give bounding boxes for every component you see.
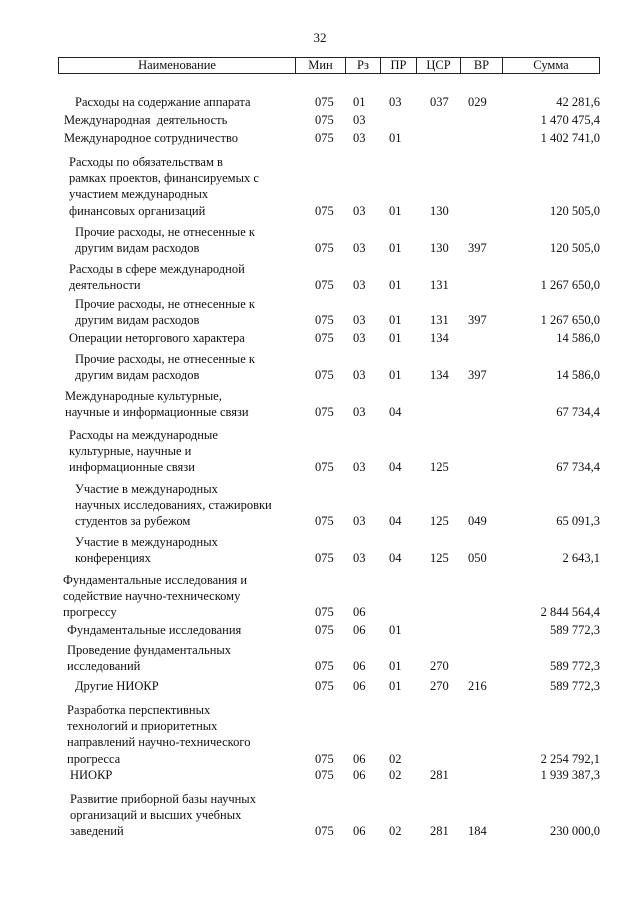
row-csr: 281 bbox=[430, 768, 449, 782]
row-sum: 1 402 741,0 bbox=[540, 131, 600, 145]
row-min: 075 bbox=[315, 405, 334, 420]
row-rz: 03 bbox=[353, 331, 366, 345]
row-name-line: Операции неторгового характера bbox=[69, 331, 245, 345]
row-pr: 01 bbox=[389, 368, 402, 383]
row-vr: 049 bbox=[468, 514, 487, 529]
row-name-line: технологий и приоритетных bbox=[67, 719, 218, 734]
header-pr: ПР bbox=[380, 58, 416, 73]
row-pr: 01 bbox=[389, 313, 402, 328]
row-sum: 1 939 387,3 bbox=[540, 768, 600, 782]
row-name-line: Фундаментальные исследования и bbox=[63, 573, 248, 587]
row-name-line: Развитие приборной базы научных bbox=[70, 792, 256, 806]
row-name-line: Фундаментальные исследования bbox=[67, 623, 242, 637]
row-name-line: Международные культурные, bbox=[65, 389, 222, 403]
row-rz: 03 bbox=[353, 514, 366, 529]
row-csr: 130 bbox=[430, 241, 449, 256]
row-min: 075 bbox=[315, 313, 334, 328]
row-min: 075 bbox=[315, 551, 334, 566]
row-csr: 131 bbox=[430, 278, 449, 293]
row-rz: 06 bbox=[353, 768, 366, 782]
row-rz: 06 bbox=[353, 623, 366, 637]
row-sum: 2 844 564,4 bbox=[540, 605, 600, 620]
row-vr: 029 bbox=[468, 95, 487, 109]
row-name-line: Расходы в сфере международной bbox=[69, 262, 245, 276]
row-min: 075 bbox=[315, 95, 334, 109]
row-pr: 02 bbox=[389, 824, 402, 839]
row-name-line: другим видам расходов bbox=[75, 313, 200, 328]
row-rz: 03 bbox=[353, 113, 366, 127]
row-min: 075 bbox=[315, 605, 334, 620]
row-min: 075 bbox=[315, 824, 334, 839]
row-name-line: Международная деятельность bbox=[64, 113, 228, 127]
row-name-line: рамках проектов, финансируемых с bbox=[69, 171, 259, 186]
row-vr: 397 bbox=[468, 368, 487, 383]
row-min: 075 bbox=[315, 203, 334, 218]
row-name-line: Разработка перспективных bbox=[67, 703, 211, 717]
row-name-line: заведений bbox=[70, 824, 124, 839]
row-sum: 14 586,0 bbox=[556, 368, 600, 383]
row-name-line: Международное сотрудничество bbox=[64, 131, 239, 145]
row-name-line: Другие НИОКР bbox=[75, 679, 159, 693]
row-sum: 1 470 475,4 bbox=[540, 113, 600, 127]
row-min: 075 bbox=[315, 659, 334, 674]
row-pr: 02 bbox=[389, 768, 402, 782]
row-sum: 2 643,1 bbox=[562, 551, 600, 566]
header-rz: Рз bbox=[345, 58, 380, 73]
row-sum: 589 772,3 bbox=[550, 623, 600, 637]
row-csr: 125 bbox=[430, 460, 449, 475]
row-sum: 230 000,0 bbox=[550, 824, 600, 839]
row-min: 075 bbox=[315, 278, 334, 293]
row-min: 075 bbox=[315, 514, 334, 529]
row-csr: 125 bbox=[430, 514, 449, 529]
row-pr: 04 bbox=[389, 460, 402, 475]
row-csr: 270 bbox=[430, 679, 449, 693]
row-pr: 01 bbox=[389, 659, 402, 674]
row-name-line: научных исследованиях, стажировки bbox=[75, 498, 272, 513]
row-csr: 281 bbox=[430, 824, 449, 839]
row-csr: 134 bbox=[430, 368, 449, 383]
row-sum: 65 091,3 bbox=[556, 514, 600, 529]
row-rz: 03 bbox=[353, 278, 366, 293]
row-pr: 01 bbox=[389, 203, 402, 218]
row-name-line: исследований bbox=[67, 659, 141, 674]
row-pr: 01 bbox=[389, 241, 402, 256]
row-sum: 120 505,0 bbox=[550, 241, 600, 256]
row-name-line: Прочие расходы, не отнесенные к bbox=[75, 225, 255, 239]
row-min: 075 bbox=[315, 768, 334, 782]
row-sum: 1 267 650,0 bbox=[540, 313, 600, 328]
row-csr: 125 bbox=[430, 551, 449, 566]
row-rz: 06 bbox=[353, 659, 366, 674]
row-pr: 02 bbox=[389, 751, 402, 766]
page-number: 32 bbox=[313, 30, 327, 45]
row-min: 075 bbox=[315, 331, 334, 345]
row-rz: 03 bbox=[353, 460, 366, 475]
row-name-line: направлений научно-технического bbox=[67, 735, 251, 750]
row-name-line: Расходы на международные bbox=[69, 428, 218, 442]
row-name-line: Прочие расходы, не отнесенные к bbox=[75, 297, 255, 311]
row-name-line: финансовых организаций bbox=[69, 203, 206, 218]
row-vr: 397 bbox=[468, 313, 487, 328]
row-min: 075 bbox=[315, 131, 334, 145]
row-rz: 03 bbox=[353, 131, 366, 145]
row-sum: 589 772,3 bbox=[550, 659, 600, 674]
row-rz: 06 bbox=[353, 679, 366, 693]
row-vr: 397 bbox=[468, 241, 487, 256]
row-name-line: культурные, научные и bbox=[69, 444, 192, 459]
row-name-line: Проведение фундаментальных bbox=[67, 643, 232, 657]
row-rz: 06 bbox=[353, 605, 366, 620]
row-pr: 01 bbox=[389, 278, 402, 293]
row-csr: 130 bbox=[430, 203, 449, 218]
row-name-line: Расходы по обязательствам в bbox=[69, 155, 223, 169]
row-name-line: конференциях bbox=[75, 551, 151, 566]
row-pr: 01 bbox=[389, 131, 402, 145]
row-rz: 03 bbox=[353, 241, 366, 256]
row-pr: 04 bbox=[389, 405, 402, 420]
row-rz: 01 bbox=[353, 95, 366, 109]
row-vr: 184 bbox=[468, 824, 487, 839]
row-min: 075 bbox=[315, 623, 334, 637]
row-csr: 270 bbox=[430, 659, 449, 674]
header-vr: ВР bbox=[460, 58, 502, 73]
row-vr: 216 bbox=[468, 679, 487, 693]
row-sum: 120 505,0 bbox=[550, 203, 600, 218]
row-name-line: Участие в международных bbox=[75, 482, 218, 496]
row-csr: 037 bbox=[430, 95, 449, 109]
row-vr: 050 bbox=[468, 551, 487, 566]
row-name-line: другим видам расходов bbox=[75, 368, 200, 383]
row-name-line: организаций и высших учебных bbox=[70, 808, 242, 823]
row-sum: 42 281,6 bbox=[556, 95, 600, 109]
row-rz: 03 bbox=[353, 551, 366, 566]
header-csr: ЦСР bbox=[416, 58, 460, 73]
row-name-line: научные и информационные связи bbox=[65, 405, 249, 420]
header-min: Мин bbox=[295, 58, 345, 73]
row-sum: 2 254 792,1 bbox=[540, 751, 600, 766]
row-name-line: студентов за рубежом bbox=[75, 514, 191, 529]
row-min: 075 bbox=[315, 460, 334, 475]
row-rz: 06 bbox=[353, 824, 366, 839]
row-pr: 03 bbox=[389, 95, 402, 109]
row-rz: 03 bbox=[353, 313, 366, 328]
header-name: Наименование bbox=[138, 58, 216, 72]
row-pr: 01 bbox=[389, 331, 402, 345]
row-name-line: деятельности bbox=[69, 278, 141, 293]
header-sum: Сумма bbox=[502, 58, 599, 73]
row-csr: 134 bbox=[430, 331, 449, 345]
row-name-line: другим видам расходов bbox=[75, 241, 200, 256]
row-name-line: информационные связи bbox=[69, 460, 195, 475]
row-pr: 04 bbox=[389, 514, 402, 529]
row-pr: 01 bbox=[389, 623, 402, 637]
row-min: 075 bbox=[315, 751, 334, 766]
row-min: 075 bbox=[315, 241, 334, 256]
row-sum: 67 734,4 bbox=[556, 460, 600, 475]
row-name-line: участием международных bbox=[69, 187, 209, 202]
row-rz: 03 bbox=[353, 203, 366, 218]
row-rz: 03 bbox=[353, 368, 366, 383]
row-pr: 04 bbox=[389, 551, 402, 566]
row-pr: 01 bbox=[389, 679, 402, 693]
row-name-line: Прочие расходы, не отнесенные к bbox=[75, 352, 255, 366]
row-min: 075 bbox=[315, 368, 334, 383]
row-sum: 589 772,3 bbox=[550, 679, 600, 693]
row-name-line: содействие научно-техническому bbox=[63, 589, 241, 604]
row-name-line: прогрессу bbox=[63, 605, 117, 620]
row-name-line: прогресса bbox=[67, 751, 121, 766]
row-rz: 03 bbox=[353, 405, 366, 420]
row-sum: 14 586,0 bbox=[556, 331, 600, 345]
row-name-line: Расходы на содержание аппарата bbox=[75, 95, 251, 109]
row-min: 075 bbox=[315, 679, 334, 693]
row-sum: 67 734,4 bbox=[556, 405, 600, 420]
row-csr: 131 bbox=[430, 313, 449, 328]
row-sum: 1 267 650,0 bbox=[540, 278, 600, 293]
row-name-line: НИОКР bbox=[70, 768, 113, 782]
row-min: 075 bbox=[315, 113, 334, 127]
row-name-line: Участие в международных bbox=[75, 535, 218, 549]
row-rz: 06 bbox=[353, 751, 366, 766]
